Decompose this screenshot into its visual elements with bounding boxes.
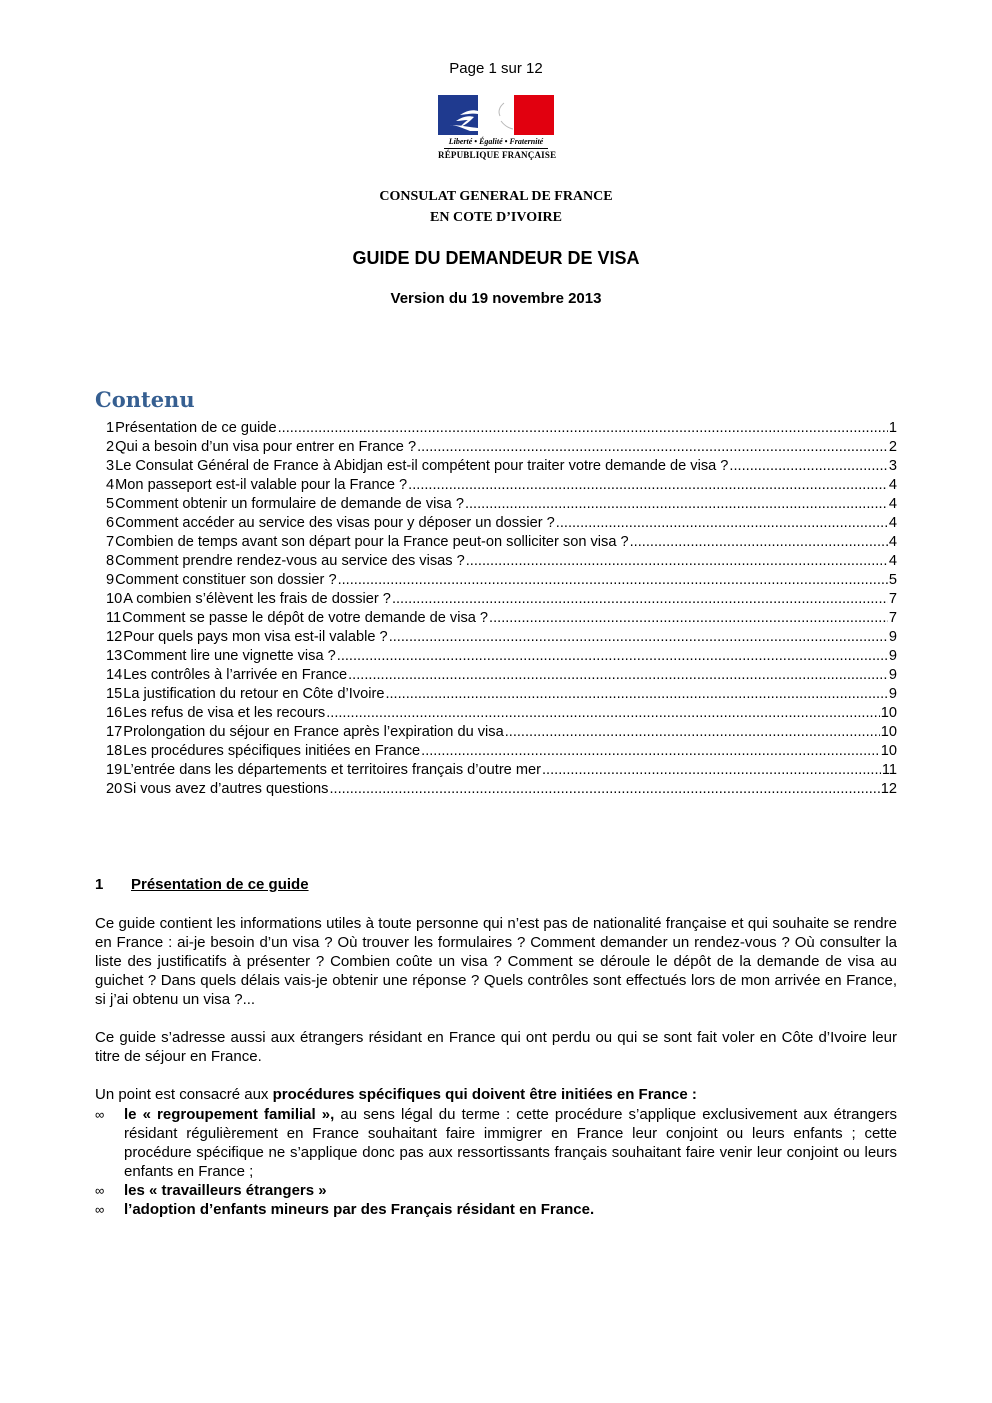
toc-dot-leader bbox=[542, 761, 881, 780]
toc-entry[interactable] bbox=[106, 666, 897, 685]
toc-entry-number: 18 bbox=[106, 743, 123, 759]
section-1-heading bbox=[95, 876, 309, 893]
marianne-logo-icon bbox=[438, 95, 554, 135]
paragraph-3-intro: Un point est consacré aux bbox=[95, 1086, 273, 1103]
toc-entry-number: 15 bbox=[106, 686, 123, 702]
toc-dot-leader bbox=[408, 476, 888, 495]
toc-entry-label: Comment se passe le dépôt de votre demande de visa ? bbox=[122, 610, 489, 626]
toc-entry-label: Qui a besoin d’un visa pour entrer en France ? bbox=[115, 439, 417, 455]
toc-entry-number: 13 bbox=[106, 648, 123, 664]
toc-entry-number: 12 bbox=[106, 629, 123, 645]
toc-entry-page: 1 bbox=[888, 420, 897, 436]
consulate-name bbox=[0, 186, 992, 228]
toc-dot-leader bbox=[556, 514, 888, 533]
toc-entry-page: 7 bbox=[888, 591, 897, 607]
toc-entry-number: 6 bbox=[106, 515, 115, 531]
section-1-paragraph-1: Ce guide contient les informations utiles à toute personne qui n’est pas de nationalité française et qui souhaite se rendre en France : ai-je besoin d’un visa ? Où trouver les formulaires ? Comment demander un rendez-vous ? Où consulter la liste des justificatifs à présenter ? Combien coûte un visa ? Comment se déroule le dépôt de la demande de visa au guichet ? Dans quels délais vais-je obtenir une réponse ? Quels contrôles sont effectués lors de mon arrivée en France, si j’ai obtenu un visa ?... bbox=[95, 915, 897, 1008]
list-item-bold: les « travailleurs étrangers » bbox=[124, 1182, 327, 1199]
toc-entry-label: A combien s’élèvent les frais de dossier ? bbox=[123, 591, 391, 607]
consulate-line-2: EN COTE D’IVOIRE bbox=[430, 210, 562, 225]
toc-entry[interactable] bbox=[106, 780, 897, 799]
section-1-number: 1 bbox=[95, 876, 104, 893]
infinity-bullet-icon: ∞ bbox=[95, 1202, 105, 1217]
toc-entry-number: 2 bbox=[106, 439, 115, 455]
list-item bbox=[95, 1200, 897, 1219]
toc-dot-leader bbox=[417, 438, 888, 457]
toc-entry[interactable] bbox=[106, 742, 897, 761]
toc-entry-number: 1 bbox=[106, 420, 115, 436]
list-item bbox=[95, 1105, 897, 1181]
toc-entry-page: 4 bbox=[888, 477, 897, 493]
toc-heading: Contenu bbox=[95, 387, 195, 412]
consulate-line-1: CONSULAT GENERAL DE FRANCE bbox=[379, 189, 613, 204]
toc-entry-label: Le Consulat Général de France à Abidjan est-il compétent pour traiter votre demande de visa ? bbox=[115, 458, 729, 474]
paragraph-3-bold: procédures spécifiques qui doivent être initiées en France : bbox=[272, 1086, 697, 1103]
toc-entry-label: Comment accéder au service des visas pour y déposer un dossier ? bbox=[115, 515, 555, 531]
toc-dot-leader bbox=[385, 685, 887, 704]
toc-entry[interactable] bbox=[106, 704, 897, 723]
toc-entry[interactable] bbox=[106, 571, 897, 590]
toc-entry-number: 16 bbox=[106, 705, 123, 721]
toc-entry-label: Pour quels pays mon visa est-il valable ? bbox=[123, 629, 388, 645]
republique-francaise-logo bbox=[438, 95, 557, 160]
section-1-title: Présentation de ce guide bbox=[131, 876, 309, 893]
toc-entry-number: 7 bbox=[106, 534, 115, 550]
toc-entry-number: 8 bbox=[106, 553, 115, 569]
toc-entry[interactable] bbox=[106, 438, 897, 457]
logo-motto: Liberté • Égalité • Fraternité bbox=[448, 137, 544, 146]
list-item bbox=[95, 1181, 897, 1200]
toc-entry-page: 9 bbox=[888, 667, 897, 683]
toc-entry[interactable] bbox=[106, 647, 897, 666]
toc-entry-page: 5 bbox=[888, 572, 897, 588]
toc-entry[interactable] bbox=[106, 609, 897, 628]
section-1-paragraph-3 bbox=[95, 1085, 897, 1104]
toc-entry-label: Comment lire une vignette visa ? bbox=[123, 648, 336, 664]
toc-entry-number: 20 bbox=[106, 781, 123, 797]
section-1-paragraph-2: Ce guide s’adresse aussi aux étrangers résidant en France qui ont perdu ou qui se sont fait voler en Côte d’Ivoire leur titre de séjour en France. bbox=[95, 1029, 897, 1065]
toc-entry[interactable] bbox=[106, 590, 897, 609]
infinity-bullet-icon: ∞ bbox=[95, 1107, 105, 1122]
toc-dot-leader bbox=[392, 590, 888, 609]
toc-entry-page: 11 bbox=[881, 762, 897, 778]
toc-entry-label: Mon passeport est-il valable pour la France ? bbox=[115, 477, 408, 493]
toc-entry-label: La justification du retour en Côte d’Ivoire bbox=[123, 686, 385, 702]
toc-entry-number: 14 bbox=[106, 667, 123, 683]
toc-entry-label: Si vous avez d’autres questions bbox=[123, 781, 329, 797]
toc-entry-page: 12 bbox=[880, 781, 897, 797]
toc-entry[interactable] bbox=[106, 685, 897, 704]
toc-dot-leader bbox=[278, 419, 888, 438]
toc-dot-leader bbox=[421, 742, 880, 761]
logo-divider bbox=[444, 148, 548, 149]
toc-dot-leader bbox=[348, 666, 888, 685]
list-item-bold: le « regroupement familial », bbox=[124, 1106, 335, 1123]
toc-entry-page: 10 bbox=[880, 743, 897, 759]
toc-entry-label: Comment constituer son dossier ? bbox=[115, 572, 337, 588]
toc-entry-number: 17 bbox=[106, 724, 123, 740]
toc-dot-leader bbox=[326, 704, 880, 723]
specific-procedures-list bbox=[95, 1105, 897, 1219]
toc-entry[interactable] bbox=[106, 628, 897, 647]
toc-entry-page: 4 bbox=[888, 515, 897, 531]
toc-dot-leader bbox=[337, 647, 888, 666]
toc-entry-page: 2 bbox=[888, 439, 897, 455]
toc-entry-number: 9 bbox=[106, 572, 115, 588]
toc-entry-page: 10 bbox=[880, 724, 897, 740]
toc-dot-leader bbox=[630, 533, 888, 552]
toc-entry-label: Présentation de ce guide bbox=[115, 420, 277, 436]
toc-entry-page: 4 bbox=[888, 496, 897, 512]
toc-entry[interactable] bbox=[106, 419, 897, 438]
document-version: Version du 19 novembre 2013 bbox=[390, 290, 602, 307]
toc-entry-number: 11 bbox=[106, 610, 122, 626]
toc-entry-label: Les refus de visa et les recours bbox=[123, 705, 326, 721]
toc-entry-label: L’entrée dans les départements et territoires français d’outre mer bbox=[123, 762, 541, 778]
toc-entry-page: 10 bbox=[880, 705, 897, 721]
toc-entry-label: Les procédures spécifiques initiées en France bbox=[123, 743, 421, 759]
toc-entry[interactable] bbox=[106, 514, 897, 533]
toc-entry[interactable] bbox=[106, 533, 897, 552]
toc-entry-number: 19 bbox=[106, 762, 123, 778]
list-item-text: au sens légal du terme : cette procédure s’applique exclusivement aux étrangers résidant régulièrement en France souhaitant faire immigrer en France leur conjoint ou leurs enfants ; cette procédure spécifique ne s’applique donc pas aux ressortissants français souhaitant faire venir leur conjoint ou leurs enfants en France ; bbox=[124, 1106, 897, 1180]
toc-dot-leader bbox=[729, 457, 887, 476]
toc-entry-label: Prolongation du séjour en France après l’expiration du visa bbox=[123, 724, 504, 740]
toc-entry-number: 5 bbox=[106, 496, 115, 512]
toc-dot-leader bbox=[489, 609, 888, 628]
toc-entry[interactable] bbox=[106, 457, 897, 476]
toc-entry[interactable] bbox=[106, 495, 897, 514]
toc-entry[interactable] bbox=[106, 552, 897, 571]
toc-entry-number: 10 bbox=[106, 591, 123, 607]
toc-entry-page: 7 bbox=[888, 610, 897, 626]
page-number: Page 1 sur 12 bbox=[449, 60, 543, 77]
toc-entry[interactable] bbox=[106, 476, 897, 495]
toc-entry-page: 9 bbox=[888, 648, 897, 664]
toc-dot-leader bbox=[466, 552, 888, 571]
toc-entry-page: 4 bbox=[888, 553, 897, 569]
toc-entry-label: Comment prendre rendez-vous au service des visas ? bbox=[115, 553, 465, 569]
toc-entry-label: Les contrôles à l’arrivée en France bbox=[123, 667, 348, 683]
toc-entry-number: 4 bbox=[106, 477, 115, 493]
toc-dot-leader bbox=[505, 723, 880, 742]
toc-entry-label: Combien de temps avant son départ pour la France peut-on solliciter son visa ? bbox=[115, 534, 629, 550]
toc-entry[interactable] bbox=[106, 723, 897, 742]
toc-entry-label: Comment obtenir un formulaire de demande de visa ? bbox=[115, 496, 464, 512]
document-title: GUIDE DU DEMANDEUR DE VISA bbox=[352, 248, 640, 268]
toc-dot-leader bbox=[389, 628, 888, 647]
toc-entry-number: 3 bbox=[106, 458, 115, 474]
toc-dot-leader bbox=[338, 571, 888, 590]
toc-dot-leader bbox=[465, 495, 888, 514]
toc-dot-leader bbox=[329, 780, 879, 799]
toc-entry-page: 9 bbox=[888, 629, 897, 645]
list-item-bold: l’adoption d’enfants mineurs par des Français résidant en France. bbox=[124, 1201, 595, 1218]
toc-entry-page: 4 bbox=[888, 534, 897, 550]
logo-republique: RÉPUBLIQUE FRANÇAISE bbox=[438, 150, 557, 160]
table-of-contents bbox=[106, 419, 897, 799]
toc-entry-page: 3 bbox=[888, 458, 897, 474]
infinity-bullet-icon: ∞ bbox=[95, 1183, 105, 1198]
toc-entry[interactable] bbox=[106, 761, 897, 780]
toc-entry-page: 9 bbox=[888, 686, 897, 702]
